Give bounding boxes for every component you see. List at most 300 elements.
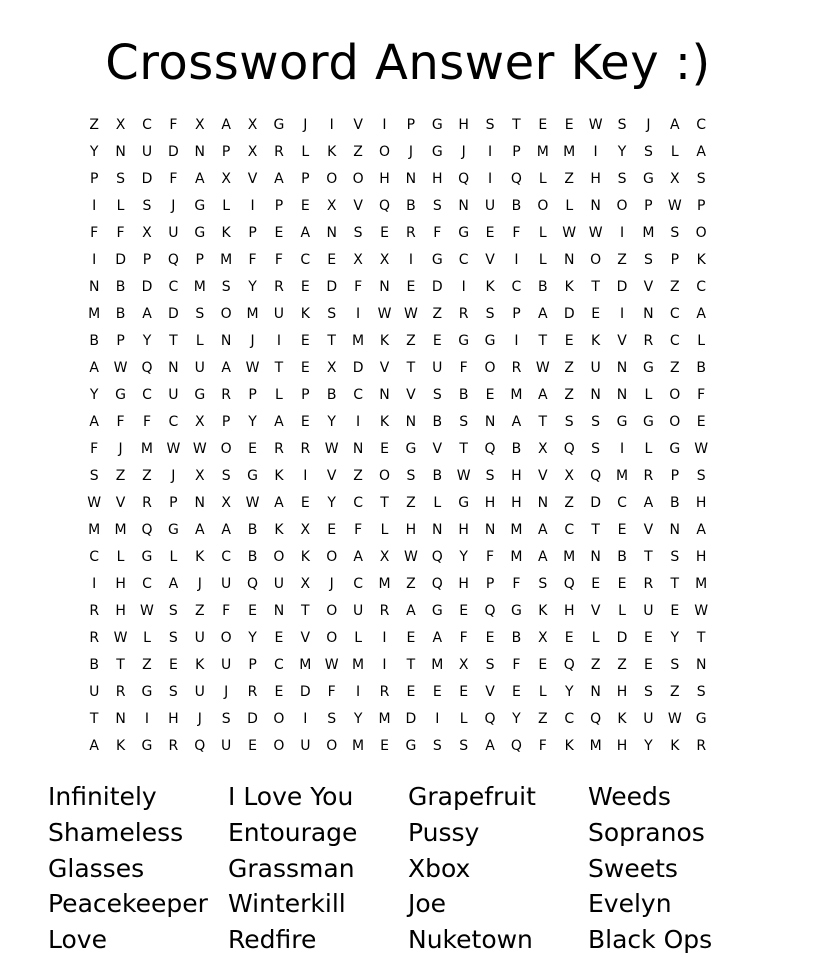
grid-cell: S (353, 225, 363, 241)
grid-cell: M (378, 576, 391, 592)
grid-cell: N (115, 711, 126, 727)
word-list-item: Redfire (228, 925, 317, 955)
grid-cell: P (89, 171, 99, 187)
grid-cell: E (459, 684, 469, 700)
grid-cell: F (116, 225, 125, 241)
grid-cell: X (353, 252, 363, 268)
grid-cell: E (300, 414, 310, 430)
grid-cell: B (669, 495, 680, 511)
grid-cell: E (300, 360, 310, 376)
grid-row (81, 382, 741, 409)
grid-row (81, 571, 741, 598)
grid-cell: H (511, 468, 522, 484)
grid-cell: F (433, 225, 442, 241)
grid-cell: H (115, 603, 126, 619)
grid-cell: E (300, 333, 310, 349)
grid-row (81, 706, 741, 733)
grid-cell: K (379, 414, 390, 430)
grid-cell: I (303, 711, 308, 727)
grid-cell: S (195, 306, 205, 322)
grid-row (81, 436, 741, 463)
grid-cell: V (406, 387, 416, 403)
grid-cell: Y (327, 495, 336, 511)
grid-cell: E (432, 684, 442, 700)
grid-cell: X (458, 657, 469, 673)
grid-cell: B (247, 522, 258, 538)
grid-cell: A (142, 306, 152, 322)
grid-cell: U (643, 603, 654, 619)
grid-cell: F (538, 738, 547, 754)
grid-cell: G (458, 495, 470, 511)
grid-cell: P (248, 387, 257, 403)
grid-cell: T (538, 414, 548, 430)
grid-cell: L (697, 333, 706, 349)
grid-cell: F (512, 657, 521, 673)
grid-cell: L (459, 711, 468, 727)
grid-cell: W (667, 198, 682, 214)
grid-cell: Q (431, 576, 443, 592)
grid-cell: M (563, 144, 576, 160)
grid-cell: P (301, 387, 310, 403)
grid-row (81, 652, 741, 679)
grid-cell: Y (248, 279, 257, 295)
grid-cell: A (511, 414, 522, 430)
grid-cell: B (617, 549, 627, 565)
grid-cell: W (113, 360, 128, 376)
grid-cell: H (458, 576, 469, 592)
grid-cell: I (408, 252, 413, 268)
grid-cell: I (619, 306, 625, 322)
word-list-item: Entourage (228, 817, 358, 847)
grid-cell: N (537, 495, 549, 511)
grid-cell: X (326, 360, 337, 376)
grid-cell: Z (617, 252, 627, 268)
grid-cell: X (669, 171, 680, 187)
grid-cell: O (220, 306, 232, 322)
grid-cell: Z (669, 360, 680, 376)
word-list-item: Weeds (588, 782, 671, 811)
grid-cell: H (115, 576, 126, 592)
grid-cell: R (379, 684, 390, 700)
grid-cell: S (459, 414, 469, 430)
grid-cell: G (431, 252, 443, 268)
grid-cell: D (352, 360, 364, 376)
grid-cell: K (617, 711, 627, 727)
grid-cell: E (380, 738, 389, 754)
grid-row (81, 625, 741, 652)
grid-cell: E (696, 414, 706, 430)
grid-row (81, 193, 741, 220)
grid-cell: A (168, 576, 179, 592)
word-list-item: Sopranos (588, 817, 705, 847)
grid-cell: S (696, 684, 706, 700)
grid-cell: Q (484, 441, 496, 457)
grid-cell: P (195, 252, 204, 268)
grid-cell: P (248, 225, 257, 241)
grid-row (81, 544, 741, 571)
grid-cell: B (511, 441, 522, 457)
grid-cell: E (300, 495, 310, 511)
grid-cell: I (619, 225, 625, 241)
grid-cell: E (168, 657, 178, 673)
grid-cell: C (353, 495, 363, 511)
grid-cell: A (221, 360, 231, 376)
grid-cell: L (433, 495, 442, 511)
grid-cell: W (667, 711, 682, 727)
grid-cell: T (644, 549, 653, 565)
grid-cell: E (564, 630, 574, 646)
grid-cell: I (356, 684, 361, 700)
grid-cell: A (274, 171, 284, 187)
grid-cell: U (273, 306, 285, 322)
grid-cell: V (485, 684, 495, 700)
grid-cell: Z (406, 333, 416, 349)
grid-cell: E (670, 603, 680, 619)
grid-cell: C (669, 333, 680, 349)
grid-cell: F (90, 441, 99, 457)
grid-cell: G (458, 225, 470, 241)
grid-cell: F (327, 684, 336, 700)
grid-cell: M (299, 657, 312, 673)
grid-cell: S (432, 387, 442, 403)
grid-cell: I (382, 630, 387, 646)
grid-cell: Y (89, 144, 99, 160)
grid-cell: W (694, 441, 709, 457)
grid-cell: I (92, 198, 97, 214)
grid-cell: P (644, 198, 653, 214)
grid-cell: I (461, 279, 466, 295)
grid-cell: B (538, 279, 548, 295)
grid-cell: A (89, 414, 99, 430)
grid-cell: F (274, 252, 283, 268)
grid-cell: U (221, 576, 232, 592)
grid-cell: A (221, 117, 231, 133)
grid-cell: O (220, 630, 232, 646)
grid-cell: D (299, 684, 311, 700)
grid-cell: G (194, 198, 206, 214)
grid-cell: T (459, 441, 468, 457)
grid-cell: Y (248, 414, 257, 430)
grid-cell: L (380, 522, 389, 538)
grid-cell: C (221, 549, 232, 565)
grid-cell: L (116, 198, 125, 214)
grid-cell: E (564, 333, 574, 349)
grid-cell: A (485, 738, 495, 754)
grid-cell: L (538, 225, 547, 241)
grid-cell: U (221, 738, 232, 754)
grid-cell: E (591, 576, 601, 592)
grid-cell: E (485, 225, 495, 241)
grid-cell: X (194, 414, 205, 430)
grid-cell: Q (510, 738, 522, 754)
grid-cell: D (247, 711, 258, 727)
grid-cell: U (643, 711, 654, 727)
grid-cell: Z (142, 657, 152, 673)
grid-cell: M (536, 144, 549, 160)
grid-cell: B (432, 414, 443, 430)
grid-cell: G (642, 414, 654, 430)
grid-cell: O (616, 198, 628, 214)
word-list-item: Peacekeeper (48, 889, 208, 919)
grid-cell: E (432, 333, 442, 349)
grid-cell: K (564, 738, 574, 754)
grid-cell: U (141, 144, 153, 160)
grid-cell: G (141, 738, 153, 754)
grid-cell: T (380, 495, 389, 511)
grid-cell: R (458, 306, 469, 322)
grid-cell: Z (89, 117, 99, 133)
grid-cell: V (590, 603, 601, 619)
grid-cell: R (89, 603, 100, 619)
grid-cell: N (590, 549, 601, 565)
grid-cell: O (273, 549, 285, 565)
grid-cell: W (324, 657, 339, 673)
grid-cell: D (405, 711, 417, 727)
grid-cell: J (461, 144, 466, 160)
grid-cell: G (273, 117, 285, 133)
grid-cell: E (380, 225, 389, 241)
grid-cell: G (247, 468, 258, 484)
grid-cell: I (382, 117, 387, 133)
grid-cell: N (379, 279, 390, 295)
grid-cell: Y (670, 630, 680, 646)
grid-cell: H (695, 549, 707, 565)
grid-cell: L (565, 198, 574, 214)
grid-cell: Y (644, 738, 653, 754)
grid-cell: T (274, 360, 284, 376)
grid-cell: R (274, 144, 284, 160)
grid-cell: A (538, 549, 548, 565)
grid-cell: Y (512, 711, 521, 727)
grid-cell: N (590, 198, 601, 214)
word-column (228, 779, 408, 958)
grid-cell: X (221, 171, 231, 187)
grid-cell: B (432, 468, 443, 484)
grid-cell: S (327, 306, 337, 322)
grid-cell: P (301, 171, 310, 187)
grid-cell: A (696, 522, 706, 538)
grid-cell: H (458, 522, 469, 538)
grid-cell: A (221, 522, 231, 538)
grid-cell: N (563, 252, 575, 268)
grid-cell: C (696, 279, 707, 295)
grid-cell: C (696, 117, 707, 133)
grid-cell: K (115, 738, 126, 754)
grid-cell: K (485, 279, 495, 295)
grid-cell: D (590, 495, 601, 511)
grid-cell: I (382, 657, 387, 673)
grid-cell: U (432, 360, 443, 376)
grid-cell: S (116, 171, 126, 187)
grid-cell: K (538, 603, 548, 619)
grid-cell: E (485, 387, 495, 403)
grid-cell: U (352, 603, 364, 619)
grid-cell: P (142, 252, 152, 268)
grid-cell: O (695, 225, 707, 241)
grid-cell: Y (327, 414, 336, 430)
grid-cell: D (616, 279, 628, 295)
grid-cell: N (194, 495, 205, 511)
grid-cell: E (406, 684, 416, 700)
grid-cell: N (643, 306, 654, 322)
grid-cell: S (670, 657, 680, 673)
grid-cell: D (167, 306, 179, 322)
grid-cell: S (670, 549, 680, 565)
grid-cell: A (696, 144, 706, 160)
grid-cell: I (250, 198, 255, 214)
grid-cell: Y (617, 144, 627, 160)
grid-cell: G (141, 549, 153, 565)
grid-cell: O (352, 171, 364, 187)
grid-cell: P (221, 144, 231, 160)
word-list-item: Xbox (408, 853, 471, 883)
grid-cell: Q (484, 603, 496, 619)
grid-cell: A (274, 495, 284, 511)
grid-cell: G (458, 333, 470, 349)
grid-row (81, 139, 741, 166)
grid-cell: U (194, 684, 205, 700)
grid-cell: G (194, 225, 206, 241)
grid-cell: X (194, 468, 205, 484)
grid-cell: R (274, 441, 284, 457)
grid-cell: T (406, 657, 416, 673)
grid-cell: B (458, 387, 469, 403)
grid-cell: E (300, 198, 310, 214)
grid-cell: C (142, 576, 152, 592)
grid-cell: B (89, 657, 99, 673)
grid-cell: S (221, 711, 231, 727)
grid-cell: L (354, 630, 362, 646)
grid-cell: N (484, 522, 496, 538)
grid-cell: V (643, 279, 654, 295)
puzzle-title: Crossword Answer Key :) (105, 35, 711, 91)
grid-cell: D (431, 279, 443, 295)
grid-cell: K (696, 252, 706, 268)
grid-cell: B (247, 549, 258, 565)
grid-cell: K (195, 657, 205, 673)
grid-cell: E (380, 441, 389, 457)
grid-cell: L (143, 630, 151, 646)
grid-cell: T (538, 333, 548, 349)
grid-cell: C (511, 279, 522, 295)
grid-cell: O (326, 603, 338, 619)
grid-cell: A (300, 225, 311, 241)
grid-cell: K (274, 522, 284, 538)
grid-cell: L (222, 198, 231, 214)
grid-cell: Q (247, 576, 259, 592)
grid-cell: J (197, 576, 202, 592)
grid-cell: O (326, 738, 338, 754)
grid-row (81, 274, 741, 301)
grid-cell: S (406, 468, 416, 484)
grid-cell: T (301, 603, 310, 619)
grid-cell: F (697, 387, 706, 403)
grid-cell: I (487, 171, 493, 187)
grid-cell: M (246, 306, 259, 322)
grid-cell: M (193, 279, 206, 295)
grid-row (81, 490, 741, 517)
word-list-item: Grapefruit (408, 782, 536, 811)
grid-cell: B (89, 333, 99, 349)
grid-cell: D (563, 306, 575, 322)
grid-cell: U (273, 576, 285, 592)
grid-cell: M (589, 738, 602, 754)
grid-cell: N (590, 387, 601, 403)
grid-cell: L (169, 549, 178, 565)
grid-cell: M (615, 468, 629, 484)
grid-row (81, 355, 741, 382)
grid-cell: T (670, 576, 680, 592)
grid-cell: Z (194, 603, 205, 619)
grid-cell: V (353, 117, 363, 133)
grid-cell: T (591, 522, 600, 538)
grid-cell: W (166, 441, 181, 457)
grid-cell: G (115, 387, 127, 403)
grid-cell: V (617, 333, 627, 349)
grid-cell: W (140, 603, 154, 619)
grid-cell: R (142, 495, 152, 511)
grid-cell: V (115, 495, 126, 511)
grid-cell: Q (458, 171, 470, 187)
grid-cell: J (118, 441, 123, 457)
grid-cell: G (141, 684, 153, 700)
grid-cell: G (431, 603, 443, 619)
grid-cell: C (142, 387, 152, 403)
grid-cell: N (273, 603, 285, 619)
grid-cell: M (431, 657, 444, 673)
grid-cell: R (168, 738, 179, 754)
grid-cell: V (538, 468, 548, 484)
grid-cell: K (300, 306, 310, 322)
grid-cell: I (593, 144, 598, 160)
grid-cell: C (142, 117, 152, 133)
grid-cell: S (459, 738, 469, 754)
grid-cell: A (538, 306, 548, 322)
word-list-item: Joe (408, 889, 447, 919)
grid-cell: T (406, 360, 416, 376)
grid-cell: C (669, 306, 680, 322)
grid-cell: V (432, 441, 443, 457)
grid-cell: O (220, 441, 232, 457)
grid-cell: Q (167, 252, 179, 268)
grid-cell: H (432, 171, 443, 187)
grid-cell: I (619, 441, 625, 457)
grid-cell: Y (89, 387, 99, 403)
grid-cell: J (224, 684, 229, 700)
grid-cell: O (590, 252, 602, 268)
grid-cell: S (432, 198, 442, 214)
grid-cell: W (588, 117, 603, 133)
grid-cell: N (432, 522, 443, 538)
grid-cell: K (327, 144, 337, 160)
grid-cell: Z (142, 468, 152, 484)
grid-cell: H (616, 738, 628, 754)
grid-cell: P (274, 198, 284, 214)
grid-cell: O (326, 171, 338, 187)
grid-cell: B (406, 198, 416, 214)
grid-cell: P (512, 306, 521, 322)
grid-cell: E (300, 279, 310, 295)
grid-cell: M (642, 225, 655, 241)
grid-cell: O (669, 414, 681, 430)
word-list-item: Glasses (48, 853, 145, 883)
grid-cell: I (514, 333, 519, 349)
grid-cell: S (168, 630, 178, 646)
grid-cell: M (510, 549, 523, 565)
grid-row (81, 598, 741, 625)
grid-cell: Y (353, 711, 363, 727)
grid-cell: S (168, 684, 178, 700)
